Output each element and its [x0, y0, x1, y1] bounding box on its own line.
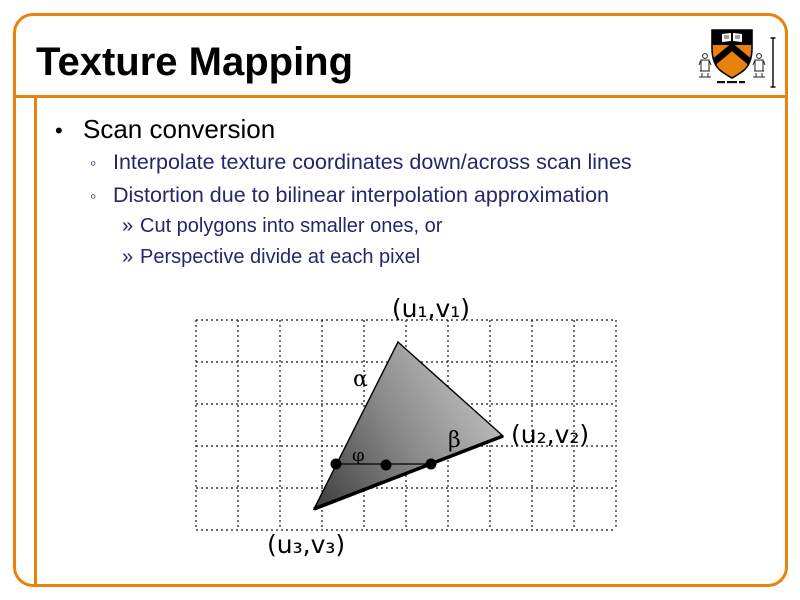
bullet-level3-text: Perspective divide at each pixel — [140, 246, 421, 268]
bullet-level2-text: Distortion due to bilinear interpolation approximation — [113, 183, 609, 207]
vertex3-label: (u₃,v₃) — [267, 530, 346, 559]
beta-label: β — [448, 428, 461, 453]
scan-sample-point — [331, 459, 342, 470]
bullet-level3-item — [122, 246, 420, 269]
staff-line — [771, 38, 776, 87]
bullet-dot-icon: • — [55, 118, 63, 143]
title-separator-line — [13, 95, 788, 98]
guillemet-bullet-icon: » — [122, 246, 134, 268]
alpha-label: α — [353, 367, 368, 392]
left-accent-line — [34, 97, 37, 586]
bullet-level1 — [55, 114, 275, 145]
bullet-level1-text: Scan conversion — [83, 114, 276, 144]
textured-triangle — [314, 342, 503, 509]
scan-sample-point — [381, 460, 392, 471]
page-title: Texture Mapping — [36, 40, 354, 84]
circle-bullet-icon: ◦ — [90, 186, 97, 206]
bullet-level2-item — [90, 150, 632, 175]
bullet-level3-item — [122, 215, 442, 238]
right-supporter-figure — [753, 54, 765, 77]
shield — [712, 30, 752, 78]
guillemet-bullet-icon: » — [122, 215, 134, 237]
scan-sample-point — [426, 459, 437, 470]
texture-mapping-diagram — [185, 283, 640, 577]
bullet-level2-item — [90, 183, 609, 208]
university-shield-logo — [693, 26, 778, 98]
vertex2-label: (u₂,v₂) — [511, 420, 590, 449]
bullet-level3-text: Cut polygons into smaller ones, or — [140, 215, 443, 237]
bullet-level2-text: Interpolate texture coordinates down/across scan lines — [113, 150, 632, 174]
phi-label: φ — [352, 445, 365, 466]
vertex1-label: (u₁,v₁) — [391, 294, 471, 323]
left-supporter-figure — [699, 54, 711, 77]
motto-text-marks — [717, 81, 745, 83]
circle-bullet-icon: ◦ — [90, 153, 97, 173]
